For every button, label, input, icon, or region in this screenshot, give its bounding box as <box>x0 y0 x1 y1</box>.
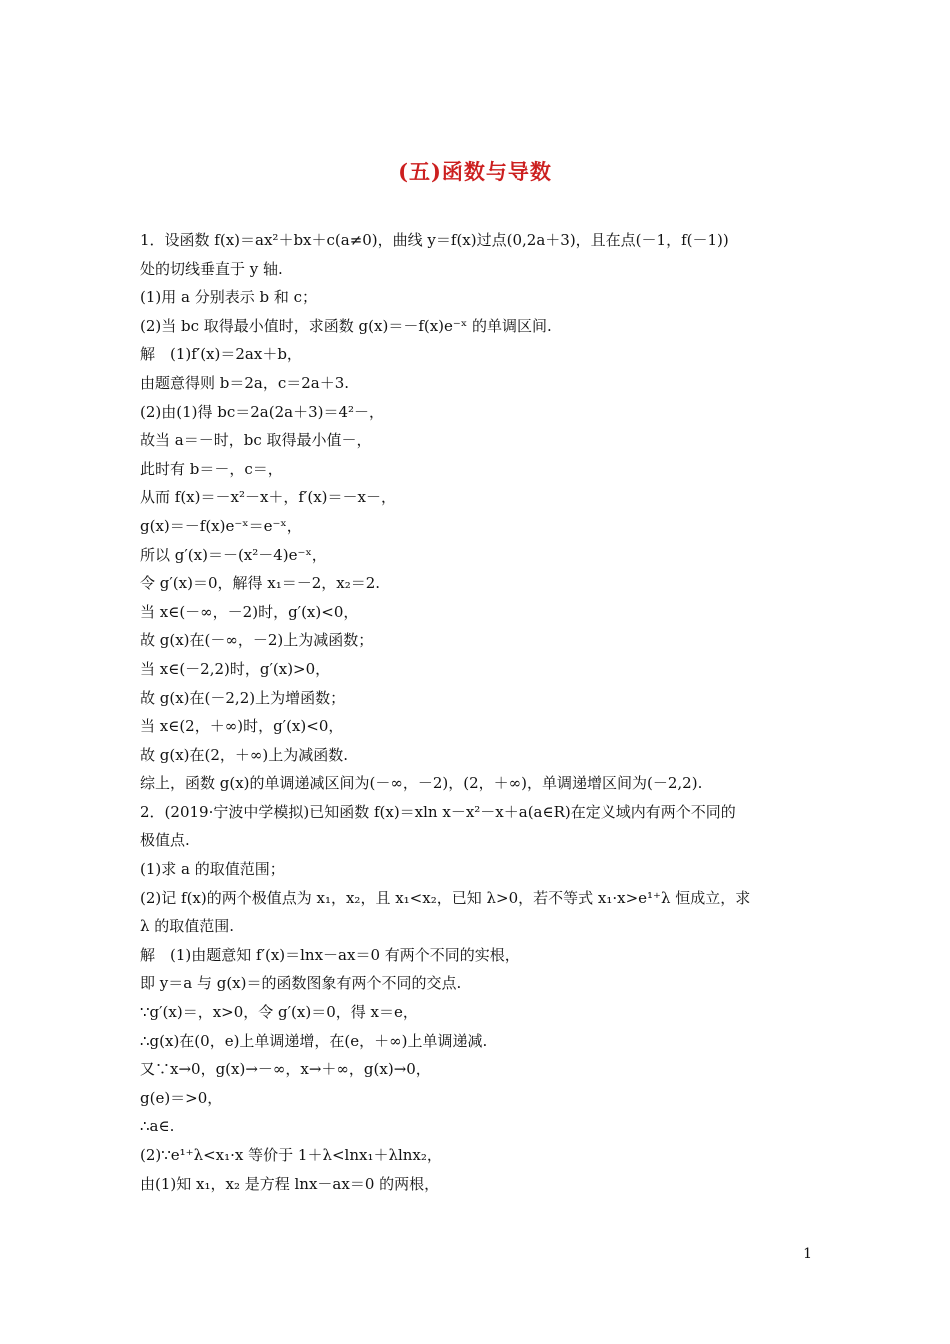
text-line: 故 g(x)在(2，＋∞)上为减函数. <box>140 745 349 764</box>
text-line: 所以 g′(x)＝－(x²－4)e⁻ˣ， <box>140 545 327 564</box>
text-line: 从而 f(x)＝－x²－x＋，f′(x)＝－x－， <box>140 488 396 507</box>
text-line: 当 x∈(2，＋∞)时，g′(x)<0， <box>140 717 344 736</box>
text-line: 处的切线垂直于 y 轴. <box>140 259 283 278</box>
text-line: ∴g(x)在(0，e)上单调递增，在(e，＋∞)上单调递减. <box>140 1031 488 1050</box>
text-line: (1)求 a 的取值范围； <box>140 860 285 879</box>
page-title: (五)函数与导数 <box>398 159 552 184</box>
text-line: (2)记 f(x)的两个极值点为 x₁，x₂，且 x₁<x₂，已知 λ>0，若不等式 x₁·x>e¹⁺λ 恒成立，求 <box>140 888 751 907</box>
text-line: 当 x∈(－2,2)时，g′(x)>0， <box>140 659 331 678</box>
text-line: (1)用 a 分别表示 b 和 c； <box>140 288 318 307</box>
text-line: 当 x∈(－∞，－2)时，g′(x)<0， <box>140 602 359 621</box>
text-line: 2．(2019·宁波中学模拟)已知函数 f(x)＝xln x－x²－x＋a(a∈R)在定义域内有两个不同的 <box>140 802 736 821</box>
text-line: 故 g(x)在(－∞，－2)上为减函数； <box>140 631 374 650</box>
text-line: (2)当 bc 取得最小值时，求函数 g(x)＝－f(x)e⁻ˣ 的单调区间. <box>140 316 552 335</box>
text-line: 令 g′(x)＝0，解得 x₁＝－2，x₂＝2. <box>140 574 381 593</box>
text-line: 1．设函数 f(x)＝ax²＋bx＋c(a≠0)，曲线 y＝f(x)过点(0,2a＋3)，且在点(－1，f(－1)) <box>140 231 729 249</box>
text-line: (2)由(1)得 bc＝2a(2a＋3)＝4²－， <box>140 402 385 421</box>
text-line: (2)∵e¹⁺λ<x₁·x 等价于 1＋λ<lnx₁＋λlnx₂， <box>140 1146 442 1164</box>
text-line: ∵g′(x)＝，x>0，令 g′(x)＝0，得 x＝e， <box>140 1003 418 1022</box>
text-line: 即 y＝a 与 g(x)＝的函数图象有两个不同的交点. <box>140 974 462 993</box>
text-line: 故当 a＝－时，bc 取得最小值－， <box>140 431 372 450</box>
text-line: 解 (1)由题意知 f′(x)＝lnx－ax＝0 有两个不同的实根， <box>140 945 520 964</box>
text-line: 由题意得则 b＝2a，c＝2a＋3. <box>140 373 350 392</box>
text-line: 解 (1)f′(x)＝2ax＋b， <box>140 345 302 364</box>
text-line: ∴a∈. <box>140 1117 175 1136</box>
text-line: g(x)＝－f(x)e⁻ˣ＝e⁻ˣ， <box>140 516 302 535</box>
text-line: 故 g(x)在(－2,2)上为增函数； <box>140 688 346 707</box>
text-line: 综上，函数 g(x)的单调递减区间为(－∞，－2)，(2，＋∞)，单调递增区间为(－2,2). <box>140 774 703 793</box>
document-body <box>140 226 820 1198</box>
text-line: 此时有 b＝－，c＝， <box>140 459 283 478</box>
page-number: 1 <box>803 1246 812 1262</box>
text-line: λ 的取值范围. <box>140 917 235 936</box>
text-line: 由(1)知 x₁，x₂ 是方程 lnx－ax＝0 的两根， <box>140 1174 440 1193</box>
text-line: 又∵x→0，g(x)→－∞，x→＋∞，g(x)→0， <box>140 1060 431 1079</box>
text-line: g(e)＝>0， <box>140 1088 223 1107</box>
text-line: 极值点. <box>140 831 190 850</box>
